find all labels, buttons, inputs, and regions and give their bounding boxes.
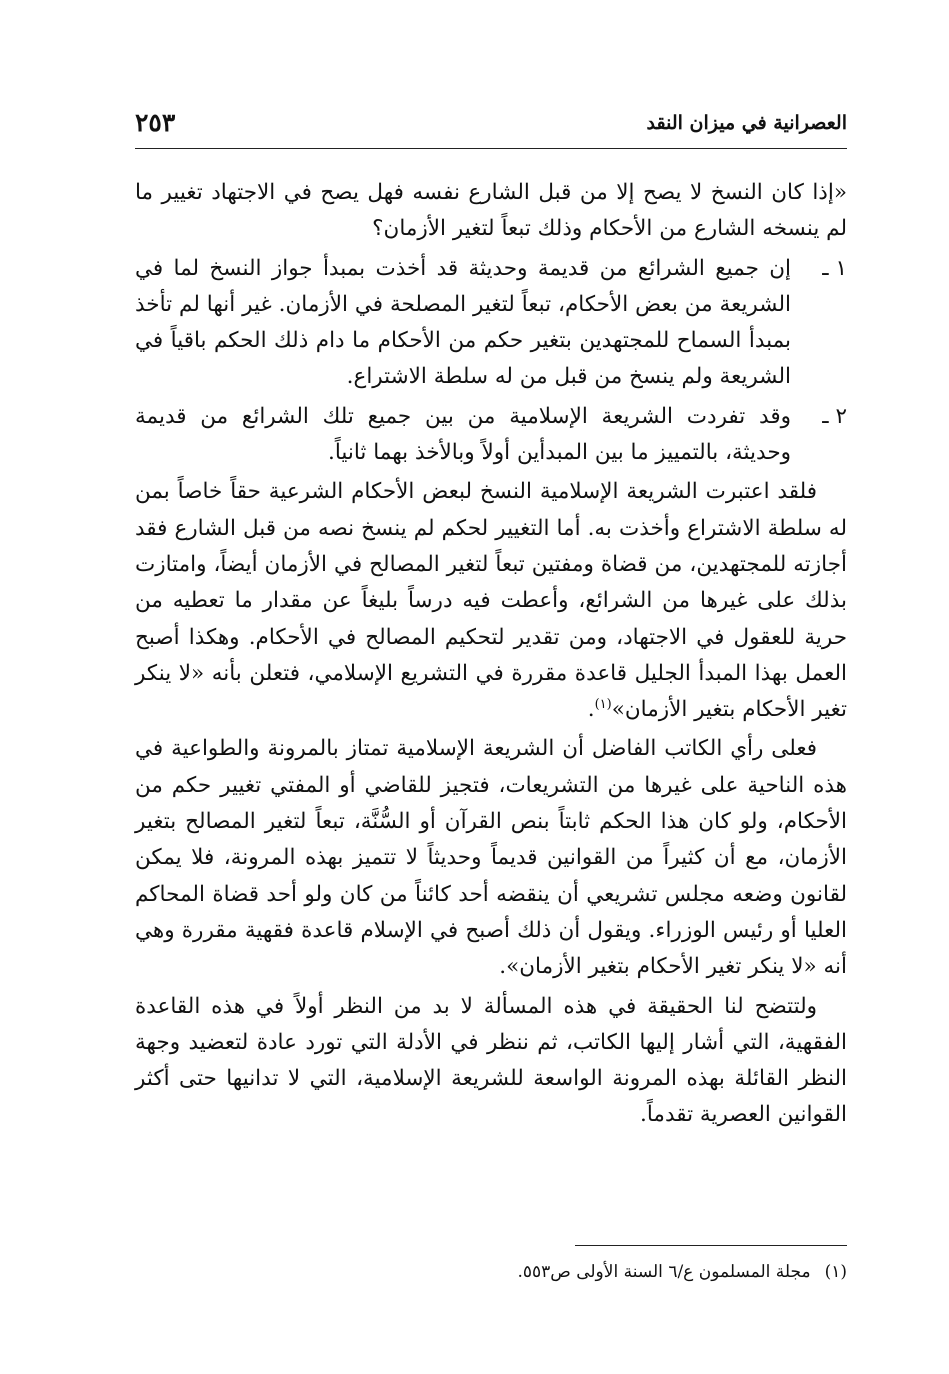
list-item	[135, 251, 847, 396]
quote-paragraph: «إذا كان النسخ لا يصح إلا من قبل الشارع نفسه فهل يصح في الاجتهاد تغيير ما لم ينسخه الشارع من الأحكام وذلك تبعاً لتغير الأزمان؟	[135, 180, 847, 242]
list-item-number: ٢ ـ	[822, 403, 847, 429]
page-header	[135, 108, 847, 144]
running-title: العصرانية في ميزان النقد	[646, 112, 847, 134]
header-rule	[135, 148, 847, 149]
footnote-rule	[575, 1245, 847, 1246]
paragraph-text: فلقد اعتبرت الشريعة الإسلامية النسخ لبعض الأحكام الشرعية حقاً خاصاً بمن له سلطة الاشتراع وأخذت به. أما التغيير لحكم لم ينسخ نصه من قبل الشارع فقد أجازته للمجتهدين، من قضاة ومفتين تبعاً لتغير المصالح في الأزمان أيضاً، وامتازت بذلك على غيرها من الشرائع، وأعطت فيه درساً بليغاً عن مقدار ما تعطيه من حرية للعقول في الاجتهاد، ومن تقدير لتحكيم المصالح في الأحكام. وهكذا أصبح العمل بهذا المبدأ الجليل قاعدة مقررة في التشريع الإسلامي، فتعلن بأنه «لا ينكر تغير الأحكام بتغير الأزمان»	[135, 479, 847, 723]
paragraph: ولتتضح لنا الحقيقة في هذه المسألة لا بد من النظر أولاً في هذه القاعدة الفقهية، التي أشار إليها الكاتب، ثم ننظر في الأدلة التي تورد عادة لتعضيد وجهة النظر القائلة بهذه المرونة الواسعة للشريعة الإسلامية، التي لا تدانيها حتى أكثر القوانين العصرية تقدماً.	[135, 993, 847, 1128]
paragraph-end: .	[587, 697, 595, 723]
list-item-number: ١ ـ	[822, 255, 847, 281]
footnote-reference: (١)	[594, 697, 612, 712]
page-number: ٢٥٣	[135, 108, 176, 137]
paragraph	[135, 474, 847, 728]
body-text	[135, 175, 847, 1134]
paragraph: فعلى رأي الكاتب الفاضل أن الشريعة الإسلامية تمتاز بالمرونة والطواعية في هذه الناحية على غيرها من التشريعات، فتجيز للقاضي أو المفتي تغيير حكم من الأحكام، ولو كان هذا الحكم ثابتاً بنص القرآن أو السُّنَّة، تبعاً لتغير المصالح بتغير الأزمان، مع أن كثيراً من القوانين قديماً وحديثاً لا تتميز بهذه المرونة، فلا يمكن لقانون وضعه مجلس تشريعي أن ينقضه أحد كائناً من كان ولو أحد قضاة المحاكم العليا أو رئيس الوزراء. ويقول أن ذلك أصبح في الإسلام قاعدة فقهية مقررة وهي أنه «لا ينكر تغير الأحكام بتغير الأزمان».	[135, 736, 847, 980]
list-item-text: إن جميع الشرائع من قديمة وحديثة قد أخذت بمبدأ جواز النسخ لما في الشريعة من بعض الأحكام، تبعاً لتغير المصلحة في الأزمان. غير أنها لم تأخذ بمبدأ السماح للمجتهدين بتغير حكم من الأحكام ما دام ذلك الحكم باقياً في الشريعة ولم ينسخ من قبل من له سلطة الاشتراع.	[135, 255, 791, 390]
footnote-number: (١)	[824, 1262, 847, 1282]
footnote	[135, 1258, 847, 1286]
list-item	[135, 399, 847, 472]
list-item-text: وقد تفردت الشريعة الإسلامية من بين جميع تلك الشرائع من قديمة وحديثة، بالتمييز ما بين المبدأين أولاً وبالأخذ بهما ثانياً.	[135, 403, 791, 466]
footnote-text: مجلة المسلمون ع/٦ السنة الأولى ص٥٥٣.	[517, 1262, 811, 1282]
